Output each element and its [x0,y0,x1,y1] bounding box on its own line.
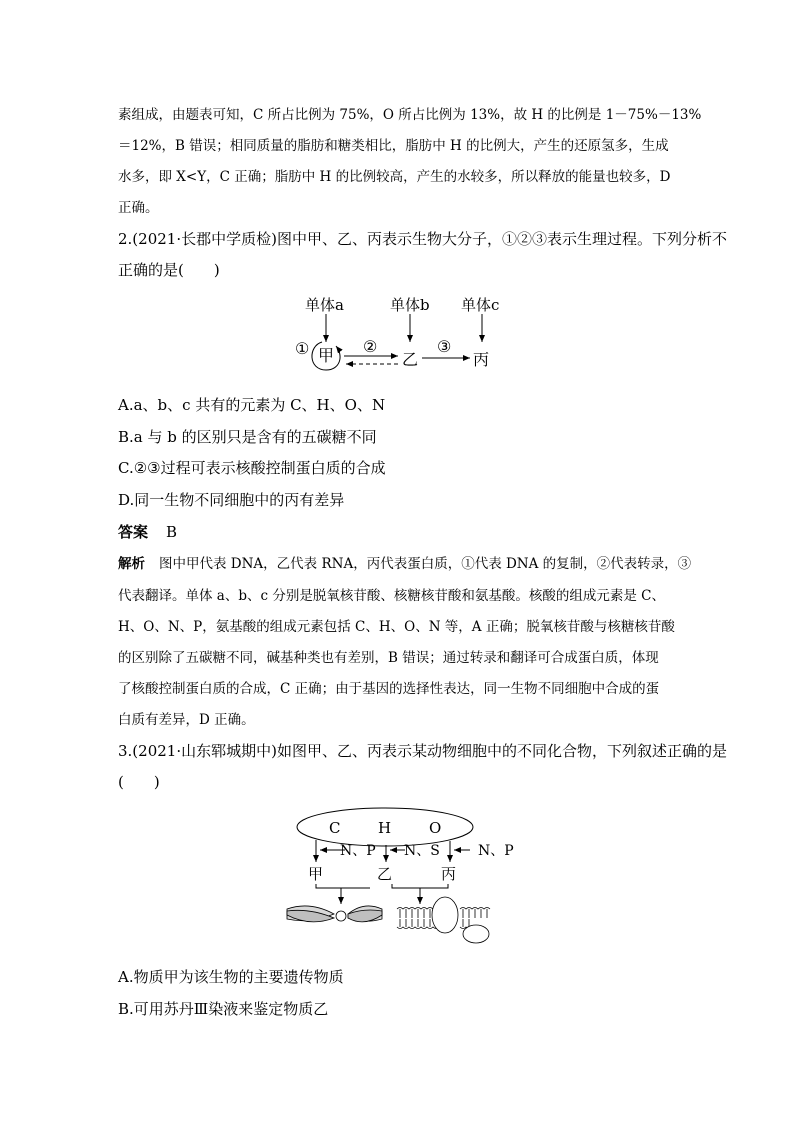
prev-explanation-line-4: 正确。 [118,200,159,216]
np-label-2: N、P [478,843,514,859]
answer-value: B [166,523,178,541]
q2-analysis-line-1 [118,552,691,572]
q2-analysis-line-4: 的区别除了五碳糖不同，碱基种类也有差别，B 错误；通过转录和翻译可合成蛋白质，体现 [118,650,659,666]
q2-answer [118,521,177,542]
element-c: C [329,819,341,837]
monomer-c-label: 单体c [461,296,500,314]
bing-label: 丙 [473,350,490,369]
yi-label: 乙 [402,350,419,369]
q2-option-d: D.同一生物不同细胞中的丙有差异 [118,491,345,509]
prev-explanation-line-1: 素组成，由题表可知，C 所占比例为 75%，O 所占比例为 13%，故 H 的比例是 1－75%－13% [118,107,702,123]
element-o: O [429,819,442,837]
q2-analysis-line-5: 了核酸控制蛋白质的合成，C 正确；由于基因的选择性表达，同一生物不同细胞中合成的蛋 [118,681,660,697]
q3-diagram [0,800,794,950]
cell-membrane-icon [397,897,490,943]
process-2-label: ② [363,337,378,356]
q2-diagram [0,290,794,380]
process-1-label: ① [295,339,310,358]
q3-option-b: B.可用苏丹Ⅲ染液来鉴定物质乙 [118,1000,329,1018]
analysis-label: 解析 [118,556,145,572]
chromosome-icon [287,906,382,922]
q2-option-a: A.a、b、c 共有的元素为 C、H、O、N [118,396,386,414]
yi-label-q3: 乙 [377,865,393,883]
q3-stem-line-1: 3.(2021·山东郓城期中)如图甲、乙、丙表示某动物细胞中的不同化合物，下列叙述正确的是 [118,742,727,760]
element-h: H [378,819,392,837]
np-label-1: N、P [340,843,376,859]
process-3-label: ③ [437,337,452,356]
analysis-text-1: 图中甲代表 DNA，乙代表 RNA，丙代表蛋白质，①代表 DNA 的复制，②代表转录，③ [159,556,692,572]
prev-explanation-line-2: ＝12%，B 错误；相同质量的脂肪和糖类相比，脂肪中 H 的比例大，产生的还原氢多，生成 [118,138,669,154]
answer-label: 答案 [118,523,149,541]
prev-explanation-line-3: 水多，即 X<Y，C 正确；脂肪中 H 的比例较高，产生的水较多，所以释放的能量也较多，D [118,169,671,185]
jia-label-q3: 甲 [308,865,324,883]
monomer-b-label: 单体b [390,296,430,314]
q2-analysis-line-3: H、O、N、P，氨基酸的组成元素包括 C、H、O、N 等，A 正确；脱氧核苷酸与核糖核苷酸 [118,619,675,635]
q2-option-c: C.②③过程可表示核酸控制蛋白质的合成 [118,459,386,477]
q2-analysis-line-2: 代表翻译。单体 a、b、c 分别是脱氧核苷酸、核糖核苷酸和氨基酸。核酸的组成元素是 C、 [118,588,665,604]
jia-label: 甲 [318,346,335,365]
q2-analysis-line-6: 白质有差异，D 正确。 [118,712,255,728]
ns-label: N、S [404,843,440,859]
q2-option-b: B.a 与 b 的区别只是含有的五碳糖不同 [118,428,377,446]
monomer-a-label: 单体a [305,296,344,314]
bing-label-q3: 丙 [441,865,457,883]
q3-option-a: A.物质甲为该生物的主要遗传物质 [118,968,344,986]
q2-stem-line-1: 2.(2021·长郡中学质检)图中甲、乙、丙表示生物大分子，①②③表示生理过程。下列分析不 [118,230,727,248]
q2-stem-line-2: 正确的是( ) [118,261,220,279]
q3-stem-line-2: ( ) [118,773,160,791]
